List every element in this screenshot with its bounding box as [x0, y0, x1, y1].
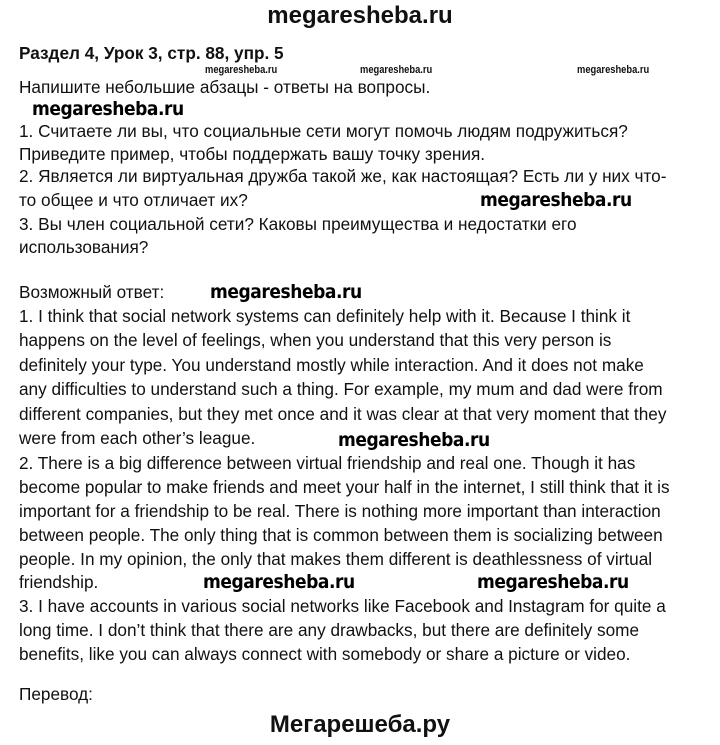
answer-line: different companies, but they met once and it was clear at that very moment that they [19, 404, 667, 424]
exercise-heading: Раздел 4, Урок 3, стр. 88, упр. 5 [19, 43, 284, 63]
answer-line: 3. I have accounts in various social networks like Facebook and Instagram for quite a [19, 596, 666, 616]
watermark: megaresheba.ru [32, 98, 184, 120]
question-line: то общее и что отличает их? [19, 190, 248, 210]
answer-line: any difficulties to understand such a thing. For example, my mum and dad were from [19, 379, 663, 399]
watermark: megaresheba.ru [480, 189, 632, 211]
answer-line: long time. I don’t think that there are any drawbacks, but there are definitely some [19, 620, 640, 640]
answer-line: people. In my opinion, the only that makes them different is deathlessness of virtual [19, 549, 653, 569]
answer-line: important for a friendship to be real. There is nothing more important than interaction [19, 501, 661, 521]
answer-line: were from each other’s league. [19, 428, 256, 448]
instruction: Напишите небольшие абзацы - ответы на вопросы. [19, 77, 431, 97]
watermark: megaresheba.ru [203, 571, 355, 593]
question-line: 3. Вы член социальной сети? Каковы преимущества и недостатки его [19, 214, 577, 234]
watermark: megaresheba.ru [205, 64, 278, 76]
answer-line: 2. There is a big difference between virtual friendship and real one. Though it has [19, 453, 636, 473]
question-line: использования? [19, 237, 149, 257]
answer-label: Возможный ответ: [19, 282, 165, 302]
question-line: 2. Является ли виртуальная дружба такой же, как настоящая? Есть ли у них что- [19, 166, 667, 186]
watermark: megaresheba.ru [477, 571, 629, 593]
answer-line: become popular to make friends and meet your half in the internet, I still think that it is [19, 477, 670, 497]
translation-label: Перевод: [19, 684, 93, 704]
answer-line: between people. The only thing that is common between them is socializing between [19, 525, 663, 545]
footer-title: Мегарешеба.ру [269, 711, 451, 738]
answer-line: 1. I think that social network systems can definitely help with it. Because I think it [19, 306, 631, 326]
watermark: megaresheba.ru [360, 64, 433, 76]
watermark: megaresheba.ru [577, 64, 650, 76]
site-title: megaresheba.ru [267, 2, 453, 29]
watermark: megaresheba.ru [210, 281, 362, 303]
answer-line: happens on the level of feelings, when you understand that this very person is [19, 330, 612, 350]
question-line: Приведите пример, чтобы поддержать вашу точку зрения. [19, 144, 486, 164]
answer-line: benefits, like you can always connect with somebody or share a picture or video. [19, 644, 631, 664]
watermark: megaresheba.ru [338, 429, 490, 451]
answer-line: definitely your type. You understand mostly while interaction. And it does not make [19, 355, 644, 375]
answer-line: friendship. [19, 572, 99, 592]
question-line: 1. Считаете ли вы, что социальные сети могут помочь людям подружиться? [19, 121, 628, 141]
